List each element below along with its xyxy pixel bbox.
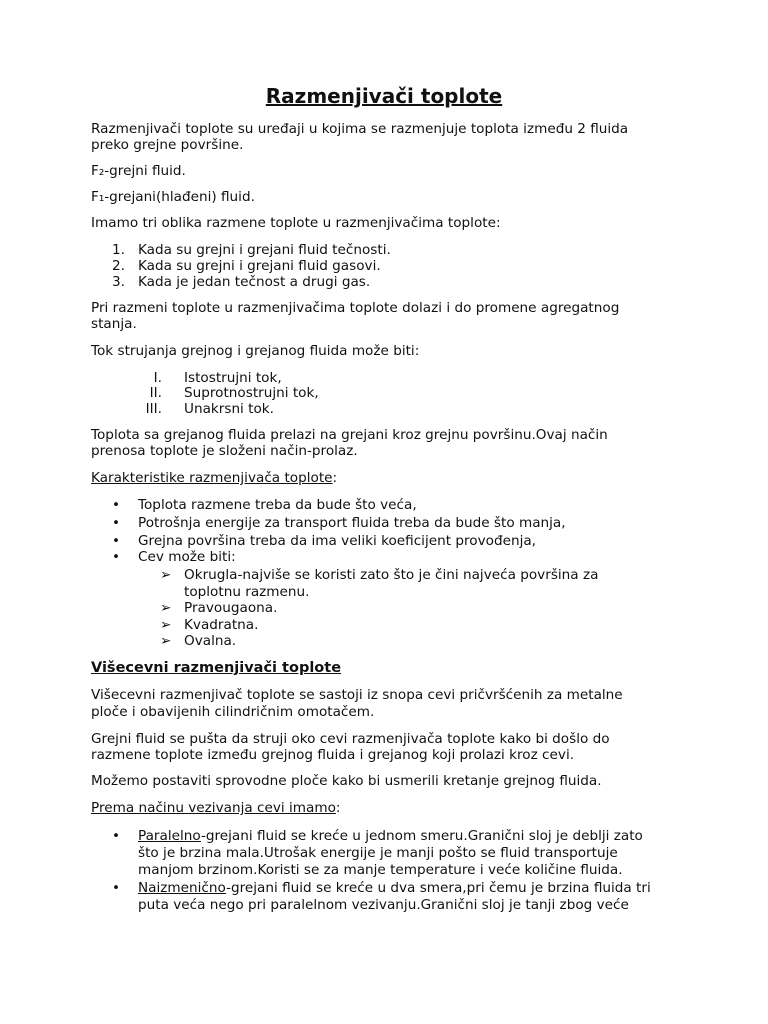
sub-list-item: Okrugla-najviše se koristi zato što je čini najveća površina za [184, 567, 599, 583]
phase-line-1: Pri razmeni toplote u razmenjivačima toplote dolazi i do promene agregatnog [91, 300, 620, 316]
multi-tube-heading: Višecevni razmenjivači toplote [91, 660, 342, 676]
sub-list-item: Kvadratna. [184, 617, 259, 633]
list-item: Kada je jedan tečnost a drugi gas. [138, 274, 371, 290]
f1-definition: F₁-grejani(hlađeni) fluid. [91, 189, 255, 205]
heading-colon: : [332, 470, 338, 486]
forms-intro: Imamo tri oblika razmene toplote u razmenjivačima toplote: [91, 215, 501, 231]
list-item: Cev može biti: [138, 549, 236, 565]
arrow-bullet-icon: ➢ [160, 600, 172, 616]
list-item: Potrošnja energije za transport fluida treba da bude što manja, [138, 515, 566, 531]
parallel-line-1 [138, 828, 643, 845]
list-item: Suprotnostrujni tok, [184, 385, 319, 401]
list-item: Unakrsni tok. [184, 401, 274, 417]
intro-line-2: preko grejne površine. [91, 137, 244, 153]
list-number: 2. [112, 258, 125, 274]
sub-list-item: Pravougaona. [184, 600, 278, 616]
multi-p2-line-2: razmene toplote između grejnog fluida i grejanog koji prolazi kroz cevi. [91, 747, 575, 763]
multi-p1-line-2: ploče i obavijenih cilindričnim omotačem. [91, 704, 375, 720]
page-title: Razmenjivači toplote [265, 84, 503, 108]
bullet-icon: • [112, 533, 121, 549]
sub-list-item-cont: toplotnu razmenu. [184, 584, 310, 600]
sub-list-item: Ovalna. [184, 633, 237, 649]
roman-numeral: I. [153, 370, 162, 386]
parallel-line-3: manjom brzinom.Koristi se za manje temperature i veće količine fluida. [138, 862, 623, 878]
multi-p2-line-1: Grejni fluid se pušta da struji oko cevi razmenjivača toplote kako bi došlo do [91, 731, 610, 747]
transfer-line-2: prenosa toplote je složeni način-prolaz. [91, 443, 358, 459]
bullet-icon: • [112, 880, 121, 896]
parallel-text: -grejani fluid se kreće u jednom smeru.Granični sloj je deblji zato [200, 828, 643, 844]
alternating-line-1 [138, 880, 651, 897]
list-item: Kada su grejni i grejani fluid gasovi. [138, 258, 381, 274]
bullet-icon: • [112, 515, 121, 531]
bullet-icon: • [112, 549, 121, 565]
list-item: Kada su grejni i grejani fluid tečnosti. [138, 242, 391, 258]
list-item: Toplota razmene treba da bude što veća, [138, 497, 417, 513]
list-number: 1. [112, 242, 125, 258]
flow-intro: Tok strujanja grejnog i grejanog fluida može biti: [91, 343, 420, 359]
alternating-line-2: puta veća nego pri paralelnom vezivanju.Granični sloj je tanji zbog veće [138, 897, 629, 913]
intro-line-1: Razmenjivači toplote su uređaji u kojima se razmenjuje toplota između 2 fluida [91, 121, 629, 137]
characteristics-heading-text: Karakteristike razmenjivača toplote [91, 470, 333, 486]
characteristics-heading [91, 470, 337, 487]
list-item: Istostrujni tok, [184, 370, 282, 386]
parallel-term: Paralelno [138, 828, 201, 844]
binding-heading [91, 800, 340, 817]
arrow-bullet-icon: ➢ [160, 633, 172, 649]
bullet-icon: • [112, 497, 121, 513]
alternating-text: -grejani fluid se kreće u dva smera,pri čemu je brzina fluida tri [226, 880, 651, 896]
phase-line-2: stanja. [91, 316, 137, 332]
heading-colon: : [335, 800, 341, 816]
roman-numeral: II. [149, 385, 162, 401]
f2-definition: F₂-grejni fluid. [91, 163, 186, 179]
binding-heading-text: Prema načinu vezivanja cevi imamo [91, 800, 336, 816]
roman-numeral: III. [145, 401, 162, 417]
multi-p3: Možemo postaviti sprovodne ploče kako bi usmerili kretanje grejnog fluida. [91, 773, 602, 789]
multi-p1-line-1: Višecevni razmenjivač toplote se sastoji iz snopa cevi pričvršćenih za metalne [91, 687, 623, 703]
arrow-bullet-icon: ➢ [160, 567, 172, 583]
list-item: Grejna površina treba da ima veliki koeficijent provođenja, [138, 533, 537, 549]
list-number: 3. [112, 274, 125, 290]
bullet-icon: • [112, 828, 121, 844]
arrow-bullet-icon: ➢ [160, 617, 172, 633]
transfer-line-1: Toplota sa grejanog fluida prelazi na grejani kroz grejnu površinu.Ovaj način [91, 427, 608, 443]
parallel-line-2: što je brzina mala.Utrošak energije je manji pošto se fluid transportuje [138, 845, 618, 861]
alternating-term: Naizmenično [138, 880, 227, 896]
